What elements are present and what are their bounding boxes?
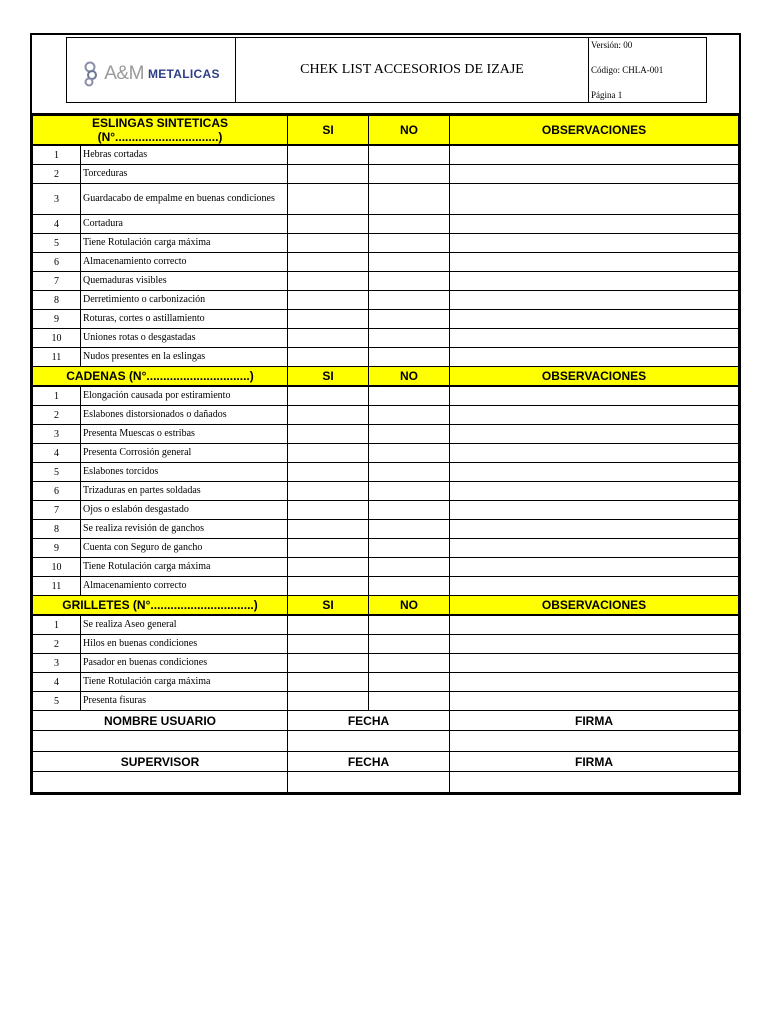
signature-sign-field[interactable]: [450, 731, 739, 752]
no-checkbox-cell[interactable]: [369, 253, 450, 272]
section-header-row: [33, 596, 739, 616]
item-description: Derretimiento o carbonización: [81, 291, 288, 310]
no-checkbox-cell[interactable]: [369, 291, 450, 310]
no-checkbox-cell[interactable]: [369, 234, 450, 253]
observaciones-cell[interactable]: [450, 577, 739, 596]
signature-sign-label: FIRMA: [450, 752, 739, 772]
checklist-row: [33, 184, 739, 215]
code-label: Código: CHLA-001: [591, 65, 664, 75]
si-checkbox-cell[interactable]: [288, 310, 369, 329]
checklist-row: [33, 272, 739, 291]
signature-input-row: [33, 772, 739, 793]
signature-header-row: [33, 752, 739, 772]
signature-name-label: NOMBRE USUARIO: [33, 711, 288, 731]
si-checkbox-cell[interactable]: [288, 444, 369, 463]
item-description: Almacenamiento correcto: [81, 577, 288, 596]
item-number: 9: [33, 310, 81, 329]
item-number: 4: [33, 673, 81, 692]
no-checkbox-cell[interactable]: [369, 463, 450, 482]
header-frame: [66, 37, 707, 103]
no-checkbox-cell[interactable]: [369, 577, 450, 596]
no-checkbox-cell[interactable]: [369, 310, 450, 329]
si-checkbox-cell[interactable]: [288, 482, 369, 501]
checklist-row: [33, 615, 739, 635]
observaciones-cell[interactable]: [450, 520, 739, 539]
no-checkbox-cell[interactable]: [369, 692, 450, 711]
item-description: Trizaduras en partes soldadas: [81, 482, 288, 501]
no-checkbox-cell[interactable]: [369, 558, 450, 577]
column-no: NO: [369, 116, 450, 146]
item-number: 6: [33, 482, 81, 501]
no-checkbox-cell[interactable]: [369, 386, 450, 406]
document-header: [32, 35, 739, 115]
observaciones-cell[interactable]: [450, 272, 739, 291]
checklist-body: [33, 116, 739, 793]
observaciones-cell[interactable]: [450, 329, 739, 348]
logo-cell: [67, 38, 236, 102]
column-si: SI: [288, 116, 369, 146]
observaciones-cell[interactable]: [450, 501, 739, 520]
no-checkbox-cell[interactable]: [369, 165, 450, 184]
si-checkbox-cell[interactable]: [288, 425, 369, 444]
no-checkbox-cell[interactable]: [369, 673, 450, 692]
checklist-table: [32, 115, 739, 793]
item-description: Eslabones distorsionados o dañados: [81, 406, 288, 425]
si-checkbox-cell[interactable]: [288, 234, 369, 253]
checklist-row: [33, 520, 739, 539]
observaciones-cell[interactable]: [450, 406, 739, 425]
si-checkbox-cell[interactable]: [288, 406, 369, 425]
item-description: Almacenamiento correcto: [81, 253, 288, 272]
checklist-row: [33, 234, 739, 253]
no-checkbox-cell[interactable]: [369, 635, 450, 654]
si-checkbox-cell[interactable]: [288, 635, 369, 654]
checklist-row: [33, 444, 739, 463]
checklist-row: [33, 215, 739, 234]
signature-name-field[interactable]: [33, 772, 288, 793]
si-checkbox-cell[interactable]: [288, 673, 369, 692]
column-si: SI: [288, 596, 369, 616]
item-description: Eslabones torcidos: [81, 463, 288, 482]
observaciones-cell[interactable]: [450, 215, 739, 234]
item-number: 2: [33, 165, 81, 184]
no-checkbox-cell[interactable]: [369, 539, 450, 558]
no-checkbox-cell[interactable]: [369, 654, 450, 673]
observaciones-cell[interactable]: [450, 692, 739, 711]
signature-name-field[interactable]: [33, 731, 288, 752]
observaciones-cell[interactable]: [450, 253, 739, 272]
item-description: Elongación causada por estiramiento: [81, 386, 288, 406]
signature-header-row: [33, 711, 739, 731]
no-checkbox-cell[interactable]: [369, 482, 450, 501]
si-checkbox-cell[interactable]: [288, 501, 369, 520]
section-title: GRILLETES (N°...............................): [33, 596, 288, 616]
signature-date-label: FECHA: [288, 752, 450, 772]
item-number: 11: [33, 348, 81, 367]
checklist-row: [33, 425, 739, 444]
si-checkbox-cell[interactable]: [288, 692, 369, 711]
signature-name-label: SUPERVISOR: [33, 752, 288, 772]
item-description: Hilos en buenas condiciones: [81, 635, 288, 654]
observaciones-cell[interactable]: [450, 145, 739, 165]
checklist-row: [33, 577, 739, 596]
no-checkbox-cell[interactable]: [369, 425, 450, 444]
observaciones-cell[interactable]: [450, 348, 739, 367]
item-description: Guardacabo de empalme en buenas condiciones: [81, 184, 288, 215]
item-description: Se realiza revisión de ganchos: [81, 520, 288, 539]
column-observaciones: OBSERVACIONES: [450, 116, 739, 146]
checklist-row: [33, 145, 739, 165]
column-si: SI: [288, 367, 369, 387]
version-label: Versión: 00: [591, 40, 633, 50]
item-number: 4: [33, 444, 81, 463]
item-description: Hebras cortadas: [81, 145, 288, 165]
si-checkbox-cell[interactable]: [288, 577, 369, 596]
signature-input-row: [33, 731, 739, 752]
item-number: 5: [33, 692, 81, 711]
item-number: 3: [33, 184, 81, 215]
si-checkbox-cell[interactable]: [288, 165, 369, 184]
checklist-row: [33, 482, 739, 501]
observaciones-cell[interactable]: [450, 444, 739, 463]
item-description: Ojos o eslabón desgastado: [81, 501, 288, 520]
observaciones-cell[interactable]: [450, 673, 739, 692]
checklist-row: [33, 501, 739, 520]
item-description: Presenta fisuras: [81, 692, 288, 711]
section-title: ESLINGAS SINTETICAS (N°...............................): [33, 116, 288, 146]
observaciones-cell[interactable]: [450, 654, 739, 673]
checklist-row: [33, 654, 739, 673]
no-checkbox-cell[interactable]: [369, 406, 450, 425]
si-checkbox-cell[interactable]: [288, 253, 369, 272]
document-title: CHEK LIST ACCESORIOS DE IZAJE: [236, 38, 589, 102]
si-checkbox-cell[interactable]: [288, 615, 369, 635]
item-description: Pasador en buenas condiciones: [81, 654, 288, 673]
item-number: 1: [33, 615, 81, 635]
si-checkbox-cell[interactable]: [288, 348, 369, 367]
section-header-row: [33, 116, 739, 146]
observaciones-cell[interactable]: [450, 482, 739, 501]
no-checkbox-cell[interactable]: [369, 329, 450, 348]
company-logo: [82, 61, 220, 87]
no-checkbox-cell[interactable]: [369, 272, 450, 291]
section-title: CADENAS (N°...............................): [33, 367, 288, 387]
no-checkbox-cell[interactable]: [369, 615, 450, 635]
item-description: Tiene Rotulación carga máxima: [81, 673, 288, 692]
item-number: 3: [33, 425, 81, 444]
signature-date-field[interactable]: [288, 772, 450, 793]
item-description: Tiene Rotulación carga máxima: [81, 234, 288, 253]
item-number: 3: [33, 654, 81, 673]
checklist-row: [33, 539, 739, 558]
no-checkbox-cell[interactable]: [369, 444, 450, 463]
observaciones-cell[interactable]: [450, 291, 739, 310]
no-checkbox-cell[interactable]: [369, 520, 450, 539]
item-number: 8: [33, 291, 81, 310]
item-number: 5: [33, 463, 81, 482]
si-checkbox-cell[interactable]: [288, 539, 369, 558]
page-label: Página 1: [591, 90, 623, 100]
checklist-row: [33, 165, 739, 184]
logo-subtext: METALICAS: [147, 67, 220, 81]
si-checkbox-cell[interactable]: [288, 272, 369, 291]
no-checkbox-cell[interactable]: [369, 184, 450, 215]
checklist-row: [33, 558, 739, 577]
checklist-row: [33, 291, 739, 310]
column-observaciones: OBSERVACIONES: [450, 367, 739, 387]
logo-text: A&M: [104, 63, 144, 84]
column-no: NO: [369, 596, 450, 616]
item-number: 2: [33, 406, 81, 425]
item-description: Uniones rotas o desgastadas: [81, 329, 288, 348]
item-number: 4: [33, 215, 81, 234]
si-checkbox-cell[interactable]: [288, 145, 369, 165]
signature-sign-label: FIRMA: [450, 711, 739, 731]
checklist-row: [33, 329, 739, 348]
column-no: NO: [369, 367, 450, 387]
si-checkbox-cell[interactable]: [288, 215, 369, 234]
observaciones-cell[interactable]: [450, 539, 739, 558]
checklist-row: [33, 386, 739, 406]
section-header-row: [33, 367, 739, 387]
item-number: 9: [33, 539, 81, 558]
item-number: 7: [33, 501, 81, 520]
item-number: 10: [33, 558, 81, 577]
si-checkbox-cell[interactable]: [288, 520, 369, 539]
si-checkbox-cell[interactable]: [288, 184, 369, 215]
no-checkbox-cell[interactable]: [369, 145, 450, 165]
observaciones-cell[interactable]: [450, 558, 739, 577]
item-number: 7: [33, 272, 81, 291]
checklist-row: [33, 310, 739, 329]
si-checkbox-cell[interactable]: [288, 654, 369, 673]
observaciones-cell[interactable]: [450, 234, 739, 253]
observaciones-cell[interactable]: [450, 310, 739, 329]
checklist-row: [33, 406, 739, 425]
observaciones-cell[interactable]: [450, 165, 739, 184]
si-checkbox-cell[interactable]: [288, 558, 369, 577]
item-description: Cortadura: [81, 215, 288, 234]
item-description: Torceduras: [81, 165, 288, 184]
checklist-row: [33, 692, 739, 711]
checklist-sheet: [30, 33, 741, 795]
observaciones-cell[interactable]: [450, 386, 739, 406]
document-meta: [589, 38, 706, 102]
checklist-row: [33, 673, 739, 692]
si-checkbox-cell[interactable]: [288, 291, 369, 310]
item-number: 11: [33, 577, 81, 596]
signature-date-label: FECHA: [288, 711, 450, 731]
no-checkbox-cell[interactable]: [369, 348, 450, 367]
gear-logo-icon: [82, 61, 100, 87]
no-checkbox-cell[interactable]: [369, 215, 450, 234]
item-number: 10: [33, 329, 81, 348]
no-checkbox-cell[interactable]: [369, 501, 450, 520]
si-checkbox-cell[interactable]: [288, 329, 369, 348]
item-number: 1: [33, 145, 81, 165]
observaciones-cell[interactable]: [450, 425, 739, 444]
item-description: Presenta Muescas o estribas: [81, 425, 288, 444]
column-observaciones: OBSERVACIONES: [450, 596, 739, 616]
item-number: 8: [33, 520, 81, 539]
signature-sign-field[interactable]: [450, 772, 739, 793]
checklist-row: [33, 253, 739, 272]
checklist-row: [33, 635, 739, 654]
observaciones-cell[interactable]: [450, 184, 739, 215]
item-description: Roturas, cortes o astillamiento: [81, 310, 288, 329]
item-number: 1: [33, 386, 81, 406]
observaciones-cell[interactable]: [450, 463, 739, 482]
checklist-row: [33, 463, 739, 482]
item-description: Nudos presentes en la eslingas: [81, 348, 288, 367]
checklist-row: [33, 348, 739, 367]
observaciones-cell[interactable]: [450, 615, 739, 635]
signature-date-field[interactable]: [288, 731, 450, 752]
item-number: 6: [33, 253, 81, 272]
si-checkbox-cell[interactable]: [288, 463, 369, 482]
item-number: 2: [33, 635, 81, 654]
item-description: Presenta Corrosión general: [81, 444, 288, 463]
si-checkbox-cell[interactable]: [288, 386, 369, 406]
item-number: 5: [33, 234, 81, 253]
item-description: Quemaduras visibles: [81, 272, 288, 291]
item-description: Cuenta con Seguro de gancho: [81, 539, 288, 558]
observaciones-cell[interactable]: [450, 635, 739, 654]
item-description: Tiene Rotulación carga máxima: [81, 558, 288, 577]
item-description: Se realiza Aseo general: [81, 615, 288, 635]
